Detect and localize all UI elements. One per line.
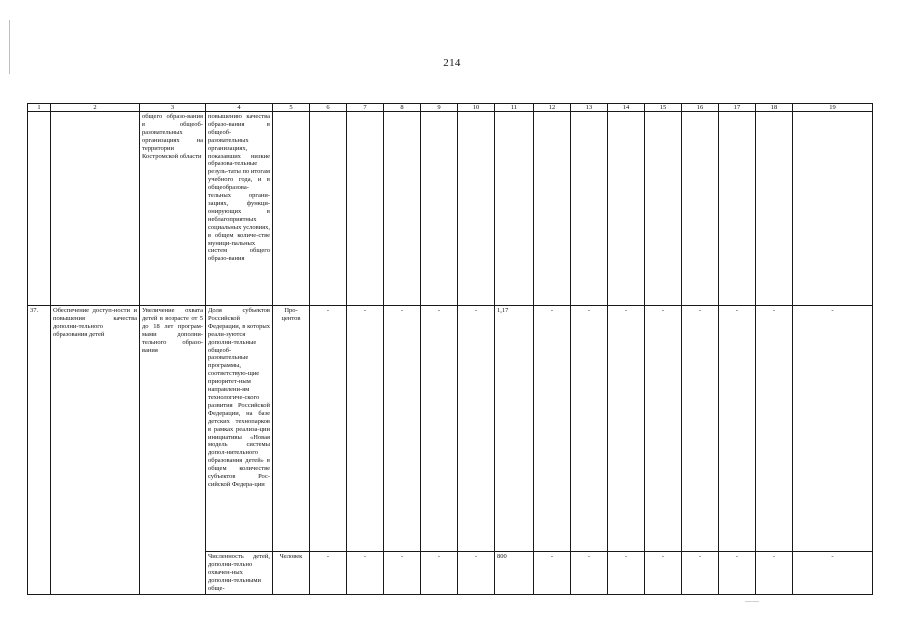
table-row [28, 306, 873, 552]
goal-cell: общего образо-вания в общеоб-разовательных организациях на территории Костромской области [140, 112, 206, 306]
column-header: 8 [384, 104, 421, 112]
column-header: 2 [51, 104, 140, 112]
value-cell: - [384, 306, 421, 552]
value-cell: - [310, 552, 347, 595]
column-header: 6 [310, 104, 347, 112]
value-cell: - [534, 552, 571, 595]
value-cell: - [793, 552, 873, 595]
value-cell: - [421, 552, 458, 595]
table-row [28, 112, 873, 306]
column-header: 9 [421, 104, 458, 112]
unit-cell: Про-центов [273, 306, 310, 552]
value-cell: - [534, 306, 571, 552]
column-header: 12 [534, 104, 571, 112]
value-cell: - [347, 306, 384, 552]
value-cell: - [719, 552, 756, 595]
indicator-cell: повышению качества образо-вания в общеоб-разовательных организациях, показавших низкие образова-тельные резуль-таты по итогам учебного года, и в общеобразова-тельных органи-зациях, функци-онирующих в неблагоприятных социальных условиях, в общем количе-стве муници-пальных систем общего образо-вания [206, 112, 273, 306]
value-cell: - [310, 306, 347, 552]
column-header: 17 [719, 104, 756, 112]
value-cell: - [384, 552, 421, 595]
value-cell: 800 [495, 552, 534, 595]
value-cell: - [458, 306, 495, 552]
value-cell: - [421, 306, 458, 552]
value-cell: - [571, 306, 608, 552]
value-cell: - [682, 552, 719, 595]
value-cell: - [793, 306, 873, 552]
unit-cell: Человек [273, 552, 310, 595]
column-header: 14 [608, 104, 645, 112]
column-header: 16 [682, 104, 719, 112]
value-cell: - [347, 552, 384, 595]
value-cell: - [682, 306, 719, 552]
indicator-cell: Численность детей, дополни-тельно охвачен-ных дополни-тельными обще- [206, 552, 273, 595]
value-cell: - [719, 306, 756, 552]
value-cell: - [608, 552, 645, 595]
column-header: 4 [206, 104, 273, 112]
column-header: 15 [645, 104, 682, 112]
column-header: 10 [458, 104, 495, 112]
value-cell: - [645, 306, 682, 552]
column-header: 5 [273, 104, 310, 112]
data-table [27, 103, 873, 595]
column-header: 1 [28, 104, 51, 112]
table-header-row [28, 104, 873, 112]
value-cell: - [571, 552, 608, 595]
column-header: 3 [140, 104, 206, 112]
value-cell: 1,17 [495, 306, 534, 552]
scan-mark [745, 601, 759, 602]
column-header: 7 [347, 104, 384, 112]
indicator-cell: Доля субъектов Российской Федерации, в которых реали-зуются дополни-тельные общеоб-разовательные программы, соответствую-щие приоритет-ным направлени-ям технологиче-ского развития Российской Федерации, на базе детских технопарков в рамках реализа-ции инициативы «Новая модель системы допол-нительного образования детей» в общем количестве субъектов Рос-сийской Федера-ции [206, 306, 273, 552]
column-header: 11 [495, 104, 534, 112]
row-number: 37. [28, 306, 51, 595]
column-header: 18 [756, 104, 793, 112]
task-cell: Обеспечение доступ-ности и повышения качества дополни-тельного образования детей [51, 306, 140, 595]
column-header: 13 [571, 104, 608, 112]
page-number: 214 [443, 57, 461, 69]
value-cell: - [756, 552, 793, 595]
goal-cell: Увеличение охвата детей в возрасте от 5 до 18 лет програм-мами дополни-тельного образо-вания [140, 306, 206, 595]
value-cell: - [608, 306, 645, 552]
value-cell: - [458, 552, 495, 595]
value-cell: - [756, 306, 793, 552]
column-header: 19 [793, 104, 873, 112]
value-cell: - [645, 552, 682, 595]
